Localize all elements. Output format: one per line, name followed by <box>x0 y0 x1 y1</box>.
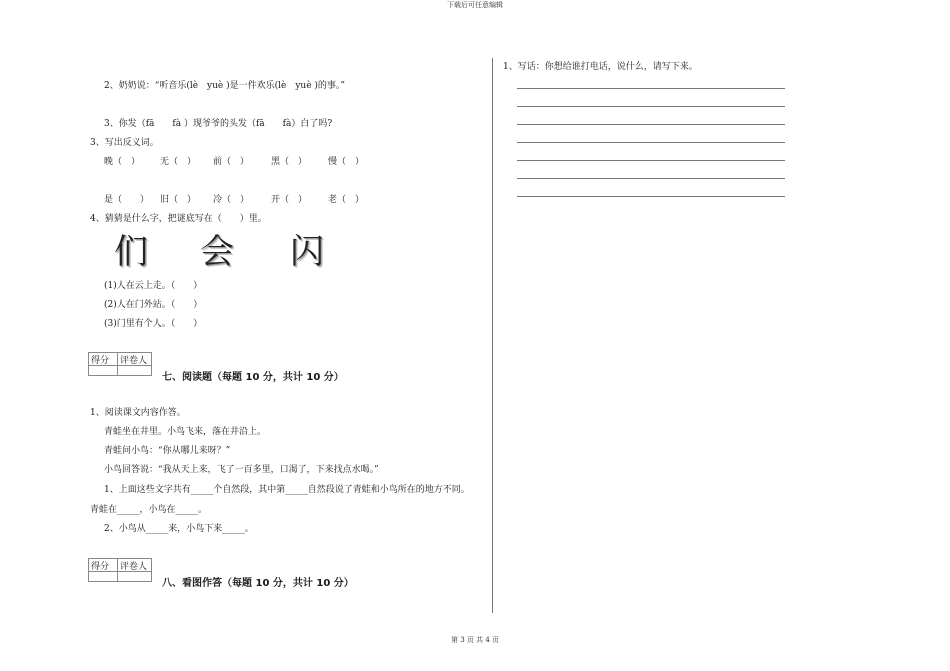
antonym-item: 晚（ ） <box>104 157 141 167</box>
reading-paragraph: 小鸟回答说：“我从天上来，飞了一百多里，口渴了，下来找点水喝。” <box>104 465 379 475</box>
antonym-title: 3、写出反义词。 <box>90 138 159 148</box>
reading-paragraph: 青蛙问小鸟：“你从哪儿来呀？” <box>104 446 231 456</box>
section-eight-title: 八、看图作答（每题 10 分，共计 10 分） <box>162 578 354 589</box>
antonym-item: 前（ ） <box>213 157 250 167</box>
grader-label: 评卷人 <box>120 356 148 366</box>
page-footer: 第 3 页 共 4 页 <box>450 636 500 644</box>
page-header: 下载后可任意编辑 <box>447 1 503 9</box>
riddle-item: (1)人在云上走。（ ） <box>104 281 203 291</box>
riddle-char-image: 们 <box>114 232 148 272</box>
reading-subquestion: 2、小鸟从_____来，小鸟下来_____。 <box>104 524 254 534</box>
writing-line[interactable] <box>517 178 785 179</box>
reading-subquestion: 1、上面这些文字共有_____个自然段，其中第_____自然段说了青蛙和小鸟所在的地方不同。 <box>104 485 470 495</box>
column-divider <box>492 58 493 613</box>
writing-question: 1、写话：你想给谁打电话，说什么，请写下来。 <box>503 62 698 72</box>
writing-line[interactable] <box>517 142 785 143</box>
grader-label: 评卷人 <box>120 562 148 572</box>
writing-line[interactable] <box>517 196 785 197</box>
riddle-item: (3)门里有个人。（ ） <box>104 319 203 329</box>
score-box <box>88 558 152 582</box>
question-music: 2、奶奶说：“听音乐(lè yuè )是一件欢乐(lè yuè )的事。” <box>104 81 346 91</box>
reading-paragraph: 青蛙坐在井里。小鸟飞来，落在井沿上。 <box>104 427 267 437</box>
writing-line[interactable] <box>517 106 785 107</box>
question-hair: 3、你发（fā fà ）现爷爷的头发（fā fà）白了吗? <box>104 119 333 129</box>
reading-subquestion: 青蛙在_____，小鸟在_____。 <box>90 505 208 515</box>
riddle-item: (2)人在门外站。（ ） <box>104 300 203 310</box>
score-label: 得分 <box>91 562 110 572</box>
antonym-item: 旧（ ） <box>160 195 197 205</box>
antonym-item: 冷（ ） <box>213 195 250 205</box>
writing-line[interactable] <box>517 124 785 125</box>
antonym-item: 是（ ） <box>104 195 150 205</box>
riddle-title: 4、猜猜是什么字，把谜底写在（ ）里。 <box>90 214 267 224</box>
score-box <box>88 352 152 376</box>
antonym-item: 黑（ ） <box>271 157 308 167</box>
section-seven-title: 七、阅读题（每题 10 分，共计 10 分） <box>162 372 344 383</box>
writing-line[interactable] <box>517 160 785 161</box>
reading-question: 1、阅读课文内容作答。 <box>90 408 186 418</box>
score-label: 得分 <box>91 356 110 366</box>
riddle-char-image: 闪 <box>290 232 324 272</box>
antonym-item: 开（ ） <box>271 195 308 205</box>
antonym-item: 老（ ） <box>328 195 365 205</box>
riddle-char-image: 会 <box>200 232 234 272</box>
antonym-item: 慢（ ） <box>328 157 365 167</box>
antonym-item: 无（ ） <box>160 157 197 167</box>
writing-line[interactable] <box>517 88 785 89</box>
